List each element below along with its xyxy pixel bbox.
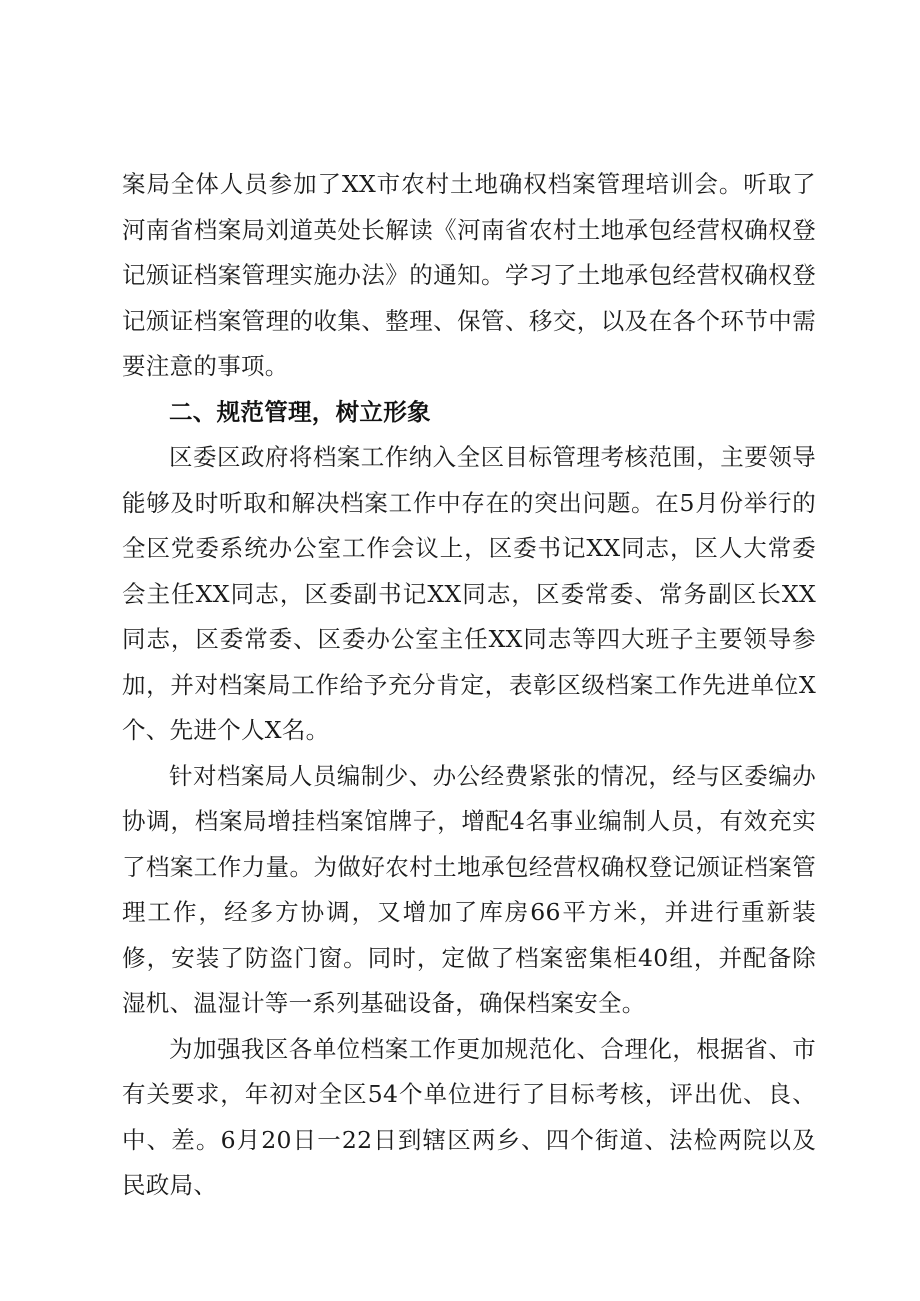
section-heading-standardized-management: 二、规范管理，树立形象	[169, 397, 431, 426]
paragraph-staffing-and-facilities: 针对档案局人员编制少、办公经费紧张的情况，经与区委编办协调，档案局增挂档案馆牌子，增配4名事业编制人员，有效充实了档案工作力量。为做好农村土地承包经营权确权登记颁证档案管理工作，经多方协调，又增加了库房66平方米，并进行重新装修，安装了防盗门窗。同时，定做了档案密集柜40组，并配备除湿机、温湿计等一系列基础设备，确保档案安全。	[122, 761, 816, 1017]
paragraph-training-meeting: 案局全体人员参加了XX市农村土地确权档案管理培训会。听取了河南省档案局刘道英处长解读《河南省农村土地承包经营权确权登记颁证档案管理实施办法》的通知。学习了土地承包经营权确权登记颁证档案管理的收集、整理、保管、移交，以及在各个环节中需要注意的事项。	[122, 170, 816, 380]
paragraph-target-management: 区委区政府将档案工作纳入全区目标管理考核范围，主要领导能够及时听取和解决档案工作中存在的突出问题。在5月份举行的全区党委系统办公室工作会议上，区委书记XX同志，区人大常委会主任XX同志，区委副书记XX同志，区委常委、常务副区长XX同志，区委常委、区委办公室主任XX同志等四大班子主要领导参加，并对档案局工作给予充分肯定，表彰区级档案工作先进单位X个、先进个人X名。	[122, 443, 816, 744]
paragraph-assessment: 为加强我区各单位档案工作更加规范化、合理化，根据省、市有关要求，年初对全区54个单位进行了目标考核，评出优、良、中、差。6月20日一22日到辖区两乡、四个街道、法检两院以及民政局、	[122, 1034, 816, 1199]
document-body	[122, 162, 816, 1209]
